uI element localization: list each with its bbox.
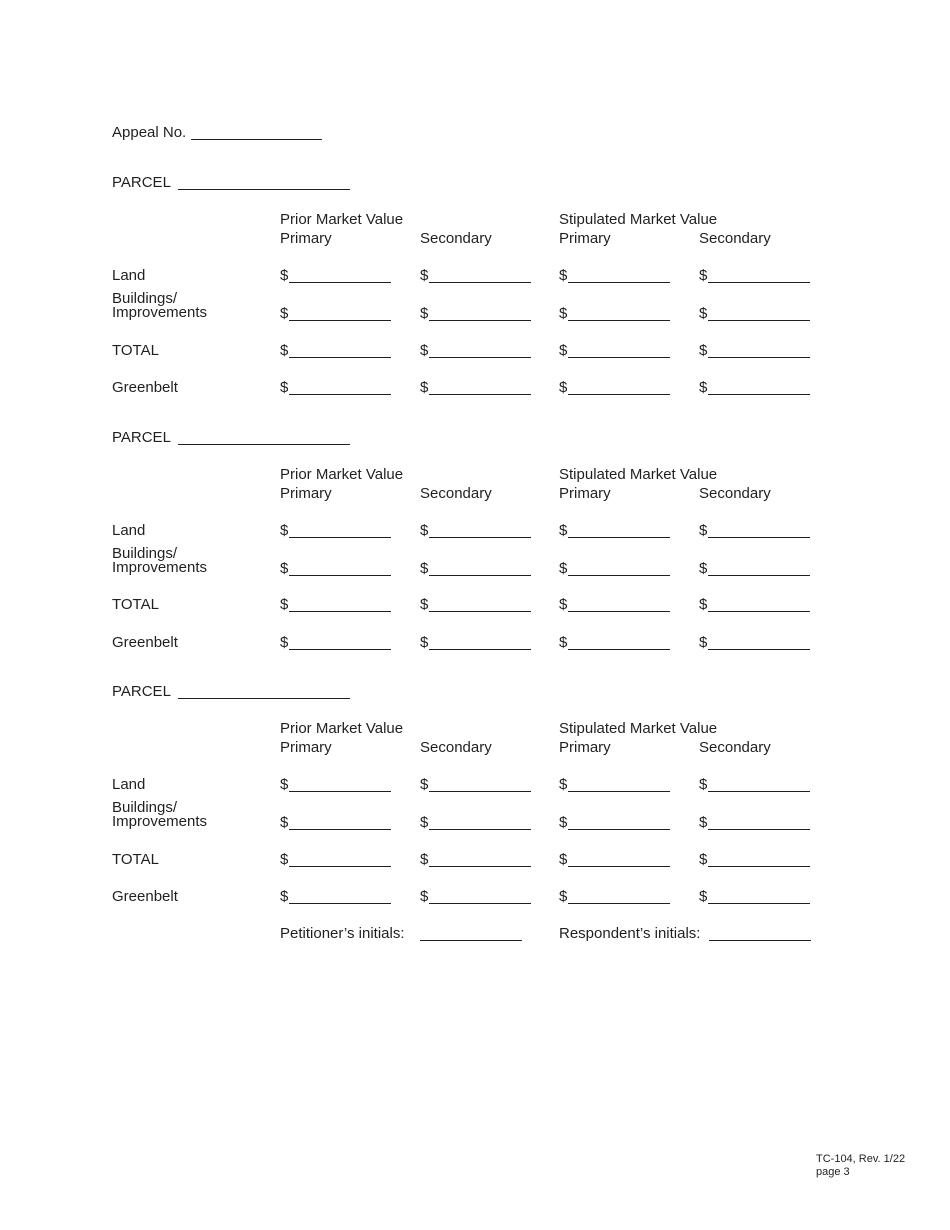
currency-symbol: $ [559,888,568,905]
row-label-improvements: Improvements [112,304,208,321]
row-label-buildings: Buildings/ [112,545,178,562]
land-prior-secondary-field[interactable] [429,777,531,792]
currency-symbol: $ [699,814,708,831]
land-prior-secondary-field[interactable] [429,523,531,538]
buildings-prior-secondary-field[interactable] [429,561,531,576]
stipulated-market-value-heading: Stipulated Market Value [559,466,718,483]
currency-symbol: $ [699,267,708,284]
stipulated-primary-heading: Primary [559,485,611,502]
currency-symbol: $ [699,596,708,613]
prior-primary-heading: Primary [280,485,332,502]
currency-symbol: $ [420,267,429,284]
stipulated-secondary-heading: Secondary [699,739,771,756]
petitioner-initials-label: Petitioner’s initials: [280,925,405,942]
buildings-stipulated-primary-field[interactable] [568,815,670,830]
currency-symbol: $ [699,560,708,577]
currency-symbol: $ [420,522,429,539]
buildings-prior-primary-field[interactable] [289,561,391,576]
parcel-label: PARCEL [112,683,171,700]
currency-symbol: $ [280,634,289,651]
buildings-prior-secondary-field[interactable] [429,306,531,321]
greenbelt-stipulated-secondary-field[interactable] [708,635,810,650]
buildings-stipulated-secondary-field[interactable] [708,561,810,576]
row-label-improvements: Improvements [112,559,208,576]
prior-market-value-heading: Prior Market Value [280,211,404,228]
currency-symbol: $ [699,776,708,793]
row-label-buildings: Buildings/ [112,290,178,307]
total-stipulated-secondary-field[interactable] [708,597,810,612]
total-stipulated-primary-field[interactable] [568,597,670,612]
currency-symbol: $ [699,851,708,868]
buildings-stipulated-primary-field[interactable] [568,306,670,321]
buildings-stipulated-secondary-field[interactable] [708,306,810,321]
total-prior-primary-field[interactable] [289,597,391,612]
row-label-buildings: Buildings/ [112,799,178,816]
currency-symbol: $ [420,776,429,793]
currency-symbol: $ [280,267,289,284]
row-label-land: Land [112,267,146,284]
land-stipulated-primary-field[interactable] [568,777,670,792]
prior-secondary-heading: Secondary [420,230,492,247]
currency-symbol: $ [559,379,568,396]
land-stipulated-secondary-field[interactable] [708,523,810,538]
buildings-prior-secondary-field[interactable] [429,815,531,830]
row-label-total: TOTAL [112,342,159,359]
currency-symbol: $ [420,888,429,905]
total-stipulated-secondary-field[interactable] [708,343,810,358]
land-stipulated-secondary-field[interactable] [708,268,810,283]
currency-symbol: $ [420,634,429,651]
currency-symbol: $ [559,522,568,539]
land-prior-primary-field[interactable] [289,777,391,792]
row-label-land: Land [112,776,146,793]
currency-symbol: $ [420,851,429,868]
currency-symbol: $ [559,596,568,613]
currency-symbol: $ [280,888,289,905]
greenbelt-prior-primary-field[interactable] [289,635,391,650]
greenbelt-prior-primary-field[interactable] [289,380,391,395]
stipulated-primary-heading: Primary [559,739,611,756]
currency-symbol: $ [280,560,289,577]
parcel-number-field[interactable] [178,684,350,699]
currency-symbol: $ [699,305,708,322]
currency-symbol: $ [420,596,429,613]
greenbelt-stipulated-secondary-field[interactable] [708,380,810,395]
row-label-improvements: Improvements [112,813,208,830]
stipulated-secondary-heading: Secondary [699,230,771,247]
currency-symbol: $ [699,379,708,396]
parcel-label: PARCEL [112,174,171,191]
respondent-initials-label: Respondent’s initials: [559,925,701,942]
currency-symbol: $ [699,342,708,359]
parcel-label: PARCEL [112,429,171,446]
petitioner-initials-field[interactable] [420,926,522,941]
total-prior-primary-field[interactable] [289,343,391,358]
currency-symbol: $ [280,522,289,539]
currency-symbol: $ [699,634,708,651]
total-prior-secondary-field[interactable] [429,597,531,612]
buildings-stipulated-secondary-field[interactable] [708,815,810,830]
currency-symbol: $ [280,305,289,322]
row-label-total: TOTAL [112,596,159,613]
total-stipulated-primary-field[interactable] [568,343,670,358]
total-prior-primary-field[interactable] [289,852,391,867]
currency-symbol: $ [699,522,708,539]
currency-symbol: $ [559,814,568,831]
row-label-greenbelt: Greenbelt [112,379,178,396]
currency-symbol: $ [420,560,429,577]
currency-symbol: $ [559,267,568,284]
currency-symbol: $ [280,776,289,793]
prior-secondary-heading: Secondary [420,739,492,756]
currency-symbol: $ [280,342,289,359]
stipulated-market-value-heading: Stipulated Market Value [559,720,718,737]
currency-symbol: $ [280,814,289,831]
currency-symbol: $ [559,342,568,359]
buildings-prior-primary-field[interactable] [289,306,391,321]
stipulated-primary-heading: Primary [559,230,611,247]
greenbelt-stipulated-primary-field[interactable] [568,380,670,395]
greenbelt-stipulated-primary-field[interactable] [568,889,670,904]
appeal-number-field[interactable] [191,125,322,140]
currency-symbol: $ [420,814,429,831]
prior-primary-heading: Primary [280,230,332,247]
currency-symbol: $ [420,379,429,396]
land-stipulated-primary-field[interactable] [568,523,670,538]
currency-symbol: $ [559,776,568,793]
greenbelt-prior-secondary-field[interactable] [429,889,531,904]
currency-symbol: $ [559,634,568,651]
currency-symbol: $ [280,851,289,868]
prior-secondary-heading: Secondary [420,485,492,502]
prior-market-value-heading: Prior Market Value [280,720,404,737]
row-label-greenbelt: Greenbelt [112,888,178,905]
greenbelt-prior-secondary-field[interactable] [429,380,531,395]
greenbelt-stipulated-secondary-field[interactable] [708,889,810,904]
currency-symbol: $ [420,342,429,359]
land-prior-secondary-field[interactable] [429,268,531,283]
respondent-initials-field[interactable] [709,926,811,941]
total-stipulated-secondary-field[interactable] [708,852,810,867]
currency-symbol: $ [280,596,289,613]
form-id: TC-104, Rev. 1/22 [816,1153,906,1165]
total-prior-secondary-field[interactable] [429,343,531,358]
row-label-greenbelt: Greenbelt [112,634,178,651]
appeal-number-label: Appeal No. [112,124,187,141]
currency-symbol: $ [559,560,568,577]
greenbelt-stipulated-primary-field[interactable] [568,635,670,650]
parcel-number-field[interactable] [178,175,350,190]
currency-symbol: $ [699,888,708,905]
row-label-land: Land [112,522,146,539]
buildings-stipulated-primary-field[interactable] [568,561,670,576]
buildings-prior-primary-field[interactable] [289,815,391,830]
land-stipulated-primary-field[interactable] [568,268,670,283]
total-prior-secondary-field[interactable] [429,852,531,867]
prior-primary-heading: Primary [280,739,332,756]
currency-symbol: $ [280,379,289,396]
row-label-total: TOTAL [112,851,159,868]
page-number: page 3 [816,1166,850,1178]
stipulated-secondary-heading: Secondary [699,485,771,502]
land-prior-primary-field[interactable] [289,268,391,283]
land-stipulated-secondary-field[interactable] [708,777,810,792]
currency-symbol: $ [559,851,568,868]
parcel-number-field[interactable] [178,430,350,445]
greenbelt-prior-secondary-field[interactable] [429,635,531,650]
currency-symbol: $ [420,305,429,322]
stipulated-market-value-heading: Stipulated Market Value [559,211,718,228]
land-prior-primary-field[interactable] [289,523,391,538]
total-stipulated-primary-field[interactable] [568,852,670,867]
currency-symbol: $ [559,305,568,322]
greenbelt-prior-primary-field[interactable] [289,889,391,904]
prior-market-value-heading: Prior Market Value [280,466,404,483]
